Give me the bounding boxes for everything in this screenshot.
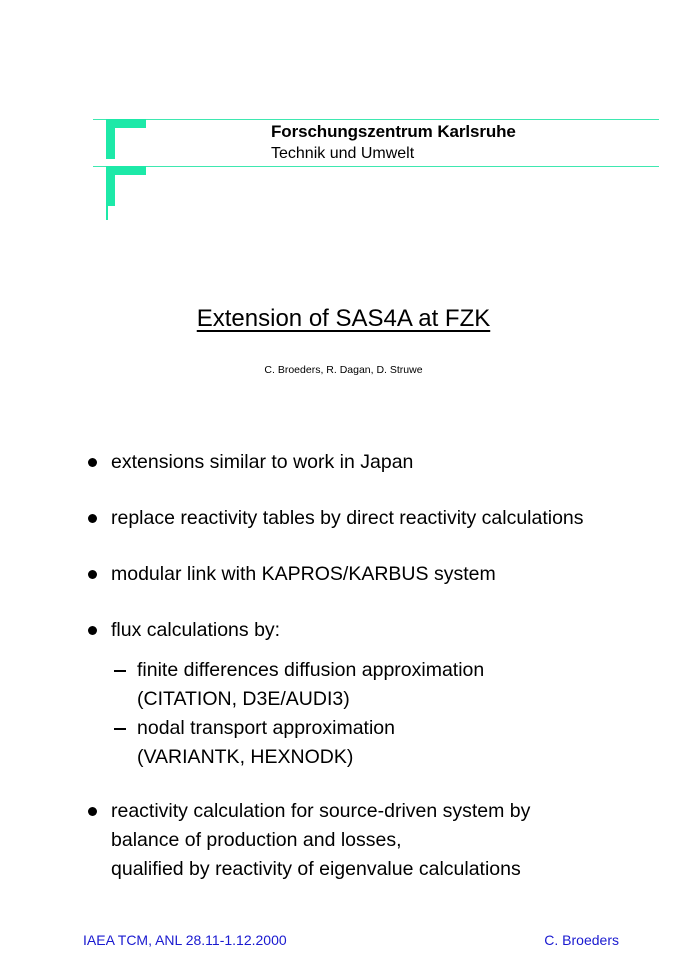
bullet-text: modular link with KAPROS/KARBUS system — [111, 563, 496, 585]
sub-text: nodal transport approximation (VARIANTK, HEXNODK) — [137, 717, 395, 768]
sub-dash — [114, 728, 126, 730]
bullet-dot — [88, 458, 97, 467]
authors: C. Broeders, R. Dagan, D. Struwe — [264, 364, 423, 376]
sub-text: finite differences diffusion approximation (CITATION, D3E/AUDI3) — [137, 659, 485, 710]
logo-f-lower-bar — [106, 166, 146, 175]
bullet-text: extensions similar to work in Japan — [111, 451, 414, 473]
bullet-text: reactivity calculation for source-driven system by balance of production and losses, qualified by reactivity of eigenvalue calculations — [111, 800, 531, 880]
bullet-item — [0, 616, 687, 646]
bullet-dot — [88, 626, 97, 635]
sub-dash — [114, 670, 126, 672]
header-rule-bottom — [93, 166, 659, 167]
bullet-text: flux calculations by: — [111, 619, 281, 641]
org-name: Forschungszentrum Karlsruhe — [271, 122, 516, 141]
footer-author: C. Broeders — [544, 932, 619, 948]
logo-f-lower-tail — [106, 206, 108, 220]
bullet-dot — [88, 570, 97, 579]
bullet-dot — [88, 807, 97, 816]
bullet-item — [0, 504, 687, 534]
slide-title: Extension of SAS4A at FZK — [196, 305, 491, 332]
bullet-text: replace reactivity tables by direct reactivity calculations — [111, 507, 584, 529]
bullet-item — [0, 448, 687, 478]
logo-f-upper-bar — [106, 119, 146, 128]
org-subtitle: Technik und Umwelt — [271, 145, 415, 162]
footer-conference: IAEA TCM, ANL 28.11-1.12.2000 — [83, 932, 287, 948]
bullet-item — [0, 560, 687, 590]
header-rule-top — [93, 119, 659, 120]
bullet-item — [0, 797, 687, 887]
bullet-dot — [88, 514, 97, 523]
